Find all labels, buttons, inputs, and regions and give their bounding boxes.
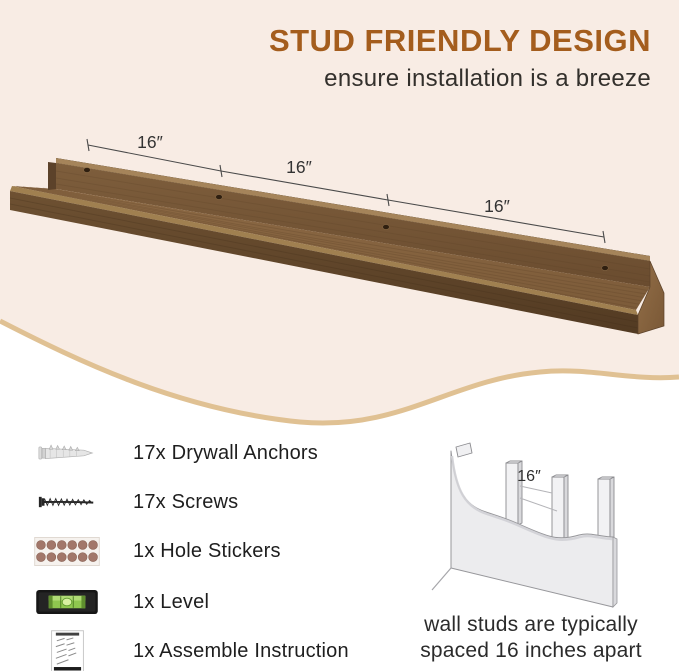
dimension-label-2: 16″ — [286, 157, 312, 177]
included-item-label: 1x Level — [133, 590, 210, 613]
included-item-label: 1x Assemble Instruction — [133, 639, 349, 662]
included-item-label: 17x Drywall Anchors — [133, 441, 318, 464]
included-item-label: 1x Hole Stickers — [133, 539, 281, 562]
included-item-label: 17x Screws — [133, 490, 239, 513]
dimension-label-1: 16″ — [137, 132, 163, 152]
page-subtitle: ensure installation is a breeze — [324, 65, 651, 93]
dimension-label-3: 16″ — [484, 196, 510, 216]
drywall-right-edge — [613, 537, 617, 607]
page-title: STUD FRIENDLY DESIGN — [268, 23, 651, 58]
stud-spacing-lines — [520, 486, 557, 511]
stud-caption-line-2: spaced 16 inches apart — [420, 639, 642, 662]
stud — [598, 477, 614, 541]
stud — [456, 443, 472, 457]
stud-spacing-label: 16″ — [517, 468, 541, 485]
stud-caption-line-1: wall studs are typically — [424, 613, 638, 636]
floor-line — [432, 568, 451, 590]
stud-caption — [402, 612, 660, 664]
stud — [552, 475, 568, 541]
